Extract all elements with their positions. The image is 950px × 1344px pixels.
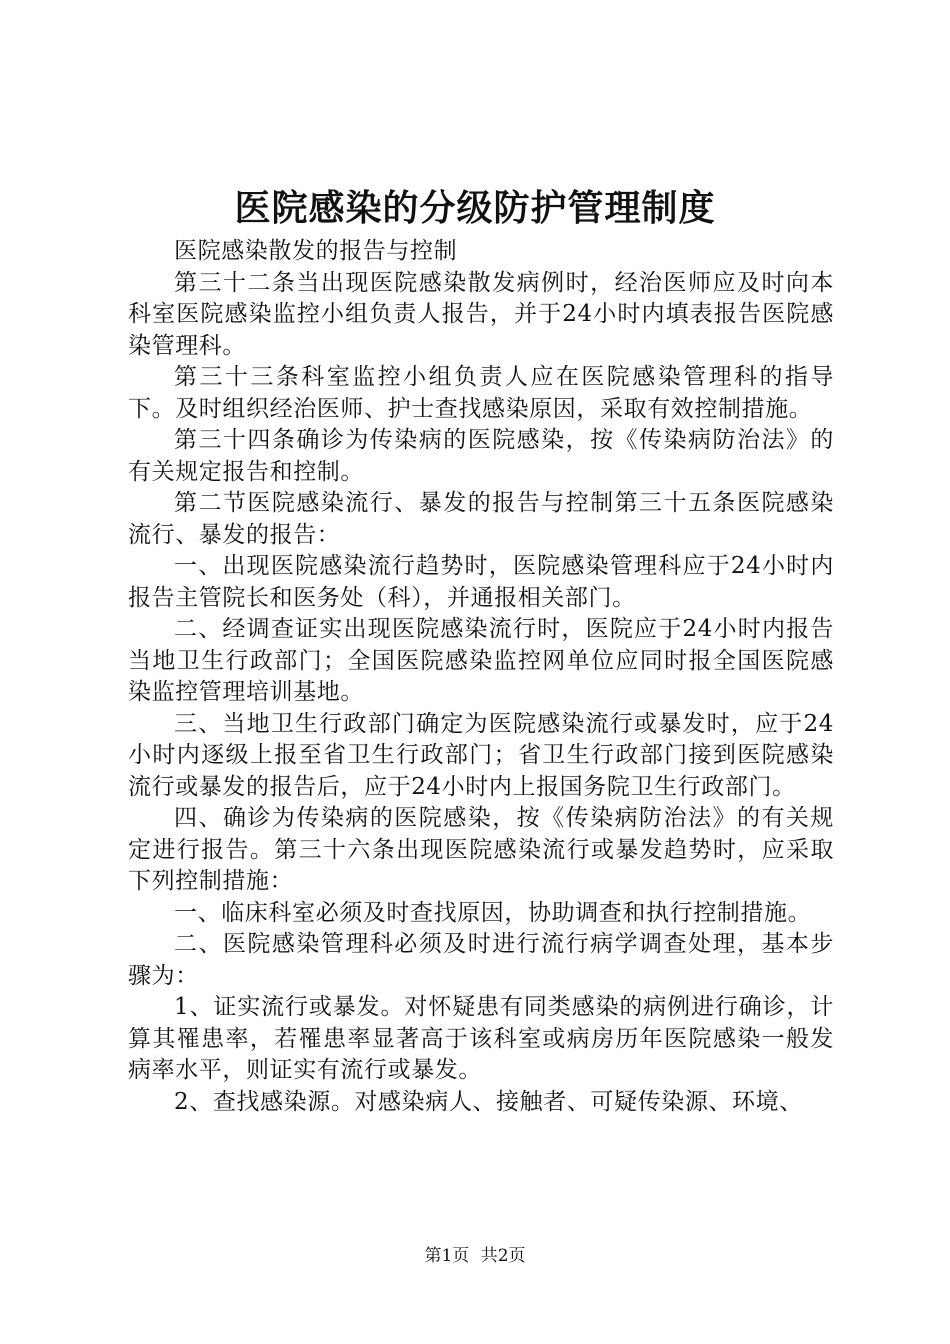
paragraph: 二、经调查证实出现医院感染流行时，医院应于24小时内报告当地卫生行政部门；全国医院感染监控网单位应同时报全国医院感染监控管理培训基地。 — [128, 616, 834, 705]
paragraph: 一、临床科室必须及时查找原因，协助调查和执行控制措施。 — [174, 899, 812, 926]
paragraph: 医院感染散发的报告与控制 — [174, 238, 458, 264]
document-title: 医院感染的分级防护管理制度 — [234, 187, 716, 229]
page-footer — [0, 1244, 950, 1268]
page-total: 共2页 — [480, 1246, 526, 1266]
paragraph: 第三十四条确诊为传染病的医院感染，按《传染病防治法》的有关规定报告和控制。 — [128, 427, 834, 485]
paragraph: 一、出现医院感染流行趋势时，医院感染管理科应于24小时内报告主管院长和医务处（科），并通报相关部门。 — [128, 553, 834, 611]
paragraph: 第三十二条当出现医院感染散发病例时，经治医师应及时向本科室医院感染监控小组负责人报告，并于24小时内填表报告医院感染管理科。 — [128, 269, 834, 359]
paragraph: 三、当地卫生行政部门确定为医院感染流行或暴发时，应于24小时内逐级上报至省卫生行政部门；省卫生行政部门接到医院感染流行或暴发的报告后，应于24小时内上报国务院卫生行政部门。 — [128, 710, 834, 800]
paragraph: 第三十三条科室监控小组负责人应在医院感染管理科的指导下。及时组织经治医师、护士查找感染原因，采取有效控制措施。 — [128, 364, 834, 422]
document-body — [128, 236, 834, 1118]
page-number: 第1页 — [424, 1246, 470, 1266]
paragraph: 2、查找感染源。对感染病人、接触者、可疑传染源、环境、 — [174, 1088, 803, 1115]
paragraph: 第二节医院感染流行、暴发的报告与控制第三十五条医院感染流行、暴发的报告： — [128, 490, 834, 548]
paragraph: 1、证实流行或暴发。对怀疑患有同类感染的病例进行确诊，计算其罹患率，若罹患率显著高于该科室或病房历年医院感染一般发病率水平，则证实有流行或暴发。 — [128, 994, 834, 1083]
paragraph: 四、确诊为传染病的医院感染，按《传染病防治法》的有关规定进行报告。第三十六条出现医院感染流行或暴发趋势时，应采取下列控制措施： — [128, 805, 834, 894]
paragraph: 二、医院感染管理科必须及时进行流行病学调查处理，基本步骤为： — [128, 931, 834, 989]
